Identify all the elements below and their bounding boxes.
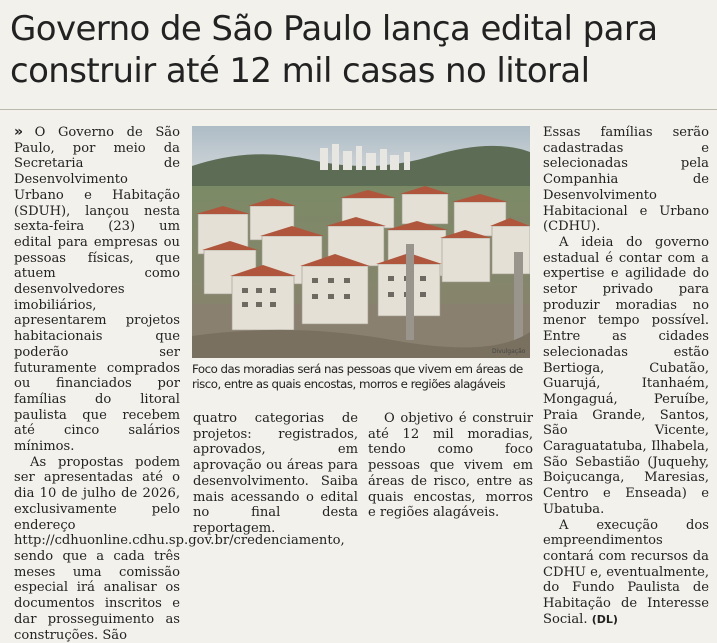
paragraph: A ideia do governo estadual é contar com a expertise e agilidade do setor privado para produzir moradias no menor tempo possível. Entre as cidades selecionadas estão Bertioga, Cubatão, Guarujá, Itanhaém, Mongaguá, Peruíbe, Praia Grande, Santos, São Vicente, Caraguatatuba, Ilhabela, São Sebastião (Juquehy, Boiçucanga, Maresias, Centro e Enseada) e Ubatuba. [543,234,709,517]
article-column-4 [543,125,709,628]
lead-paragraph [14,125,180,455]
headline [10,8,710,92]
photo-caption: Foco das moradias será nas pessoas que vivem em áreas de risco, entre as quais encostas, morros e regiões alagáveis [192,362,523,391]
paragraph: As propostas podem ser apresentadas até o dia 10 de julho de 2026, exclusivamente pelo endereço http://cdhuonline.cdhu.sp.gov.br/credenciamento, sendo que a cada três meses uma comissão especial irá analisar os documentos inscritos e dar prosseguimento as construções. São [14,454,345,643]
author-signature: (DL) [591,612,618,626]
headline-divider [0,109,717,110]
paragraph [543,518,709,628]
headline-line-2: construir até 12 mil casas no litoral [10,51,590,91]
lead-chevron-icon: » [14,124,21,140]
paragraph: Essas famílias serão cadastradas e selecionadas pela Companhia de Desenvolvimento Habitacional e Urbano (CDHU). [543,125,709,235]
headline-line-1: Governo de São Paulo lança edital para [10,9,658,49]
paragraph: O objetivo é construir até 12 mil moradias, tendo como foco pessoas que vivem em áreas de risco, entre as quais encostas, morros e regiões alagáveis. [368,411,533,521]
housing-photo [192,126,530,358]
article-column-3 [368,411,533,521]
paragraph-text: A execução dos empreendimentos contará com recursos da CDHU e, eventualmente, do Fundo Paulista de Habitação de Interesse Social. [543,517,709,627]
housing-photo-illustration [192,126,530,358]
paragraph: quatro categorias de projetos: registrados, aprovados, em aprovação ou áreas para desenvolvimento. Saiba mais acessando o edital no final desta reportagem. [193,411,358,536]
photo-credit: Divulgação [492,348,526,355]
paragraph-text: O Governo de São Paulo, por meio da Secretaria de Desenvolvimento Urbano e Habitação (SDUH), lançou nesta sexta-feira (23) um edital para empresas ou pessoas físicas, que atuem como desenvolvedores imobiliários, apresentarem projetos habitacionais que poderão ser futuramente comprados ou financiados por famílias do litoral paulista que recebem até cinco salários mínimos. [14,125,180,455]
article-column-2 [193,411,358,537]
